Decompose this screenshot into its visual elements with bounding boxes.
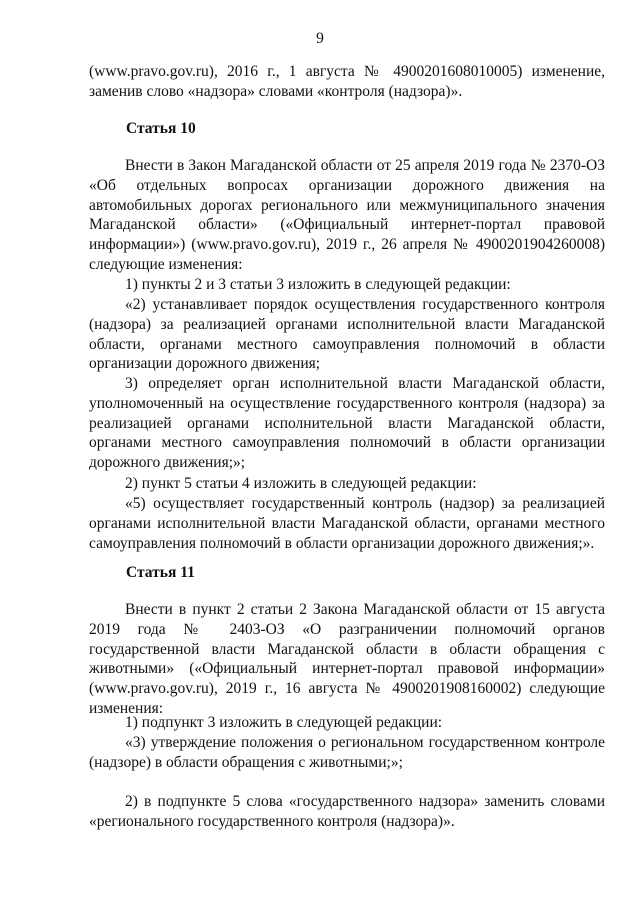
intro-continuation: (www.pravo.gov.ru), 2016 г., 1 августа № 4900201608010005) изменение, заменив слово «надзора» словами «контроля (надзора)». [89, 63, 605, 100]
article-11-item-1-point-3: «3) утверждение положения о региональном государственном контроле (надзоре) в области обращения с животными;»; [89, 734, 605, 771]
article-10-item-1-point-3: 3) определяет орган исполнительной власти Магаданской области, уполномоченный на осуществление государственного контроля (надзора) за реализацией органами исполнительной власти Магаданской области, органами местного самоуправления полномочий в области организации дорожного движения;»; [89, 375, 605, 472]
article-11-title: Статья 11 [126, 564, 195, 581]
page-number: 9 [316, 30, 324, 47]
article-10-item-1-point-2: «2) устанавливает порядок осуществления государственного контроля (надзора) за реализацией органами исполнительной власти Магаданской области, органами местного самоуправления полномочий в области организации дорожного движения; [89, 296, 605, 373]
article-11-item-1: 1) подпункт 3 изложить в следующей редакции: [125, 714, 443, 731]
article-10-title: Статья 10 [126, 120, 196, 137]
article-11-intro: Внести в пункт 2 статьи 2 Закона Магаданской области от 15 августа 2019 года № 2403-ОЗ «О разграничении полномочий органов государственной власти Магаданской области в области обращения с животными» («Официальный интернет-портал правовой информации» (www.pravo.gov.ru), 2019 г., 16 августа № 4900201908160002) следующие изменения: [89, 601, 605, 717]
article-11-item-2: 2) в подпункте 5 слова «государственного надзора» заменить словами «регионального государственного контроля (надзора)». [89, 793, 605, 830]
article-10-item-2: 2) пункт 5 статьи 4 изложить в следующей редакции: [125, 475, 477, 492]
article-10-intro: Внести в Закон Магаданской области от 25 апреля 2019 года № 2370-ОЗ «Об отдельных вопросах организации дорожного движения на автомобильных дорогах регионального или межмуниципального значения Магаданской области» («Официальный интернет-портал правовой информации») (www.pravo.gov.ru), 2019 г., 26 апреля № 4900201904260008) следующие изменения: [89, 157, 605, 273]
article-10-item-1: 1) пункты 2 и 3 статьи 3 изложить в следующей редакции: [125, 276, 511, 293]
article-10-item-2-point-5: «5) осуществляет государственный контроль (надзор) за реализацией органами исполнительной власти Магаданской области, органами местного самоуправления полномочий в области организации дорожного движения;». [89, 495, 605, 552]
